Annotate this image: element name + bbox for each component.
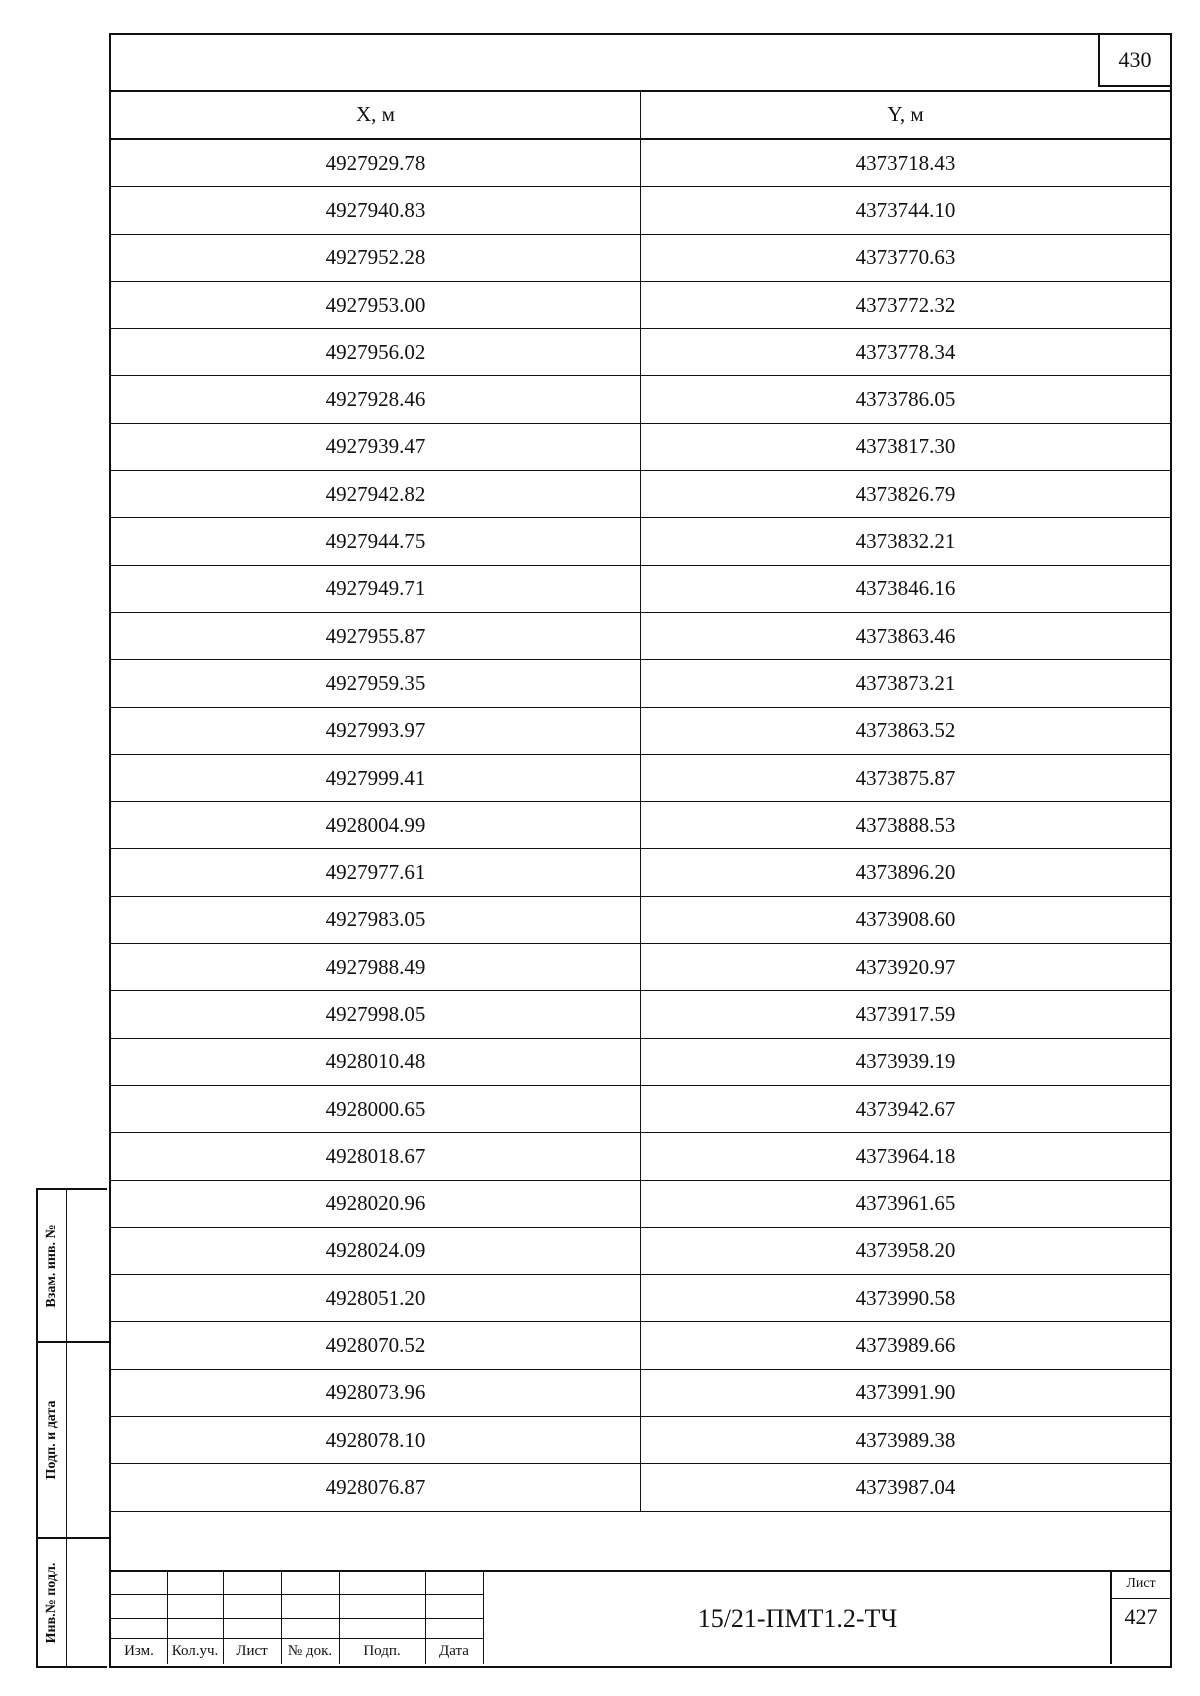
cell-y: 4373961.65: [641, 1180, 1171, 1227]
table-row: [111, 423, 1170, 470]
cell-x: 4928051.20: [111, 1275, 641, 1322]
table-row: [111, 1417, 1170, 1464]
table-row: [111, 802, 1170, 849]
sidebar-label-inv-podl: Инв.№ подл.: [44, 1562, 59, 1643]
drawing-frame: [109, 33, 1172, 1668]
cell-x: 4927940.83: [111, 187, 641, 234]
table-row: [111, 518, 1170, 565]
sidebar-label-podp-data: Подп. и дата: [44, 1400, 59, 1480]
cell-y: 4373990.58: [641, 1275, 1171, 1322]
top-page-number: 430: [1098, 35, 1170, 87]
cell-x: 4927928.46: [111, 376, 641, 423]
table-row: [111, 612, 1170, 659]
table-row: [111, 660, 1170, 707]
label-doc-no: № док.: [287, 1643, 333, 1659]
cell-y: 4373778.34: [641, 329, 1171, 376]
cell-x: 4928010.48: [111, 1038, 641, 1085]
cell-x: 4927977.61: [111, 849, 641, 896]
cell-y: 4373989.66: [641, 1322, 1171, 1369]
table-row: [111, 187, 1170, 234]
cell-y: 4373917.59: [641, 991, 1171, 1038]
cell-y: 4373817.30: [641, 423, 1171, 470]
cell-y: 4373863.46: [641, 612, 1171, 659]
cell-x: 4927988.49: [111, 944, 641, 991]
cell-x: 4927942.82: [111, 471, 641, 518]
cell-y: 4373908.60: [641, 896, 1171, 943]
label-podp: Подп.: [363, 1643, 401, 1659]
table-row: [111, 1180, 1170, 1227]
cell-x: 4927955.87: [111, 612, 641, 659]
cell-y: 4373873.21: [641, 660, 1171, 707]
table-row: [111, 565, 1170, 612]
table-row: [111, 754, 1170, 801]
cell-y: 4373718.43: [641, 139, 1171, 187]
label-kol-uch: Кол.уч.: [171, 1643, 219, 1659]
table-row: [111, 234, 1170, 281]
table-row: [111, 139, 1170, 187]
table-row: [111, 1227, 1170, 1274]
cell-y: 4373896.20: [641, 849, 1171, 896]
cell-y: 4373832.21: [641, 518, 1171, 565]
document-code: 15/21-ПМТ1.2-ТЧ: [697, 1604, 898, 1633]
cell-x: 4928018.67: [111, 1133, 641, 1180]
label-list: Лист: [236, 1643, 268, 1659]
cell-x: 4928070.52: [111, 1322, 641, 1369]
approval-sidebar: [36, 1188, 107, 1668]
table-row: [111, 707, 1170, 754]
table-row: [111, 1275, 1170, 1322]
cell-y: 4373920.97: [641, 944, 1171, 991]
table-row: [111, 376, 1170, 423]
title-block: [111, 1570, 1170, 1666]
cell-y: 4373826.79: [641, 471, 1171, 518]
sidebar-cell-podp: [38, 1343, 109, 1539]
table-row: [111, 849, 1170, 896]
cell-x: 4927939.47: [111, 423, 641, 470]
cell-y: 4373958.20: [641, 1227, 1171, 1274]
cell-x: 4927959.35: [111, 660, 641, 707]
sidebar-label-vzam-inv: Взам. инв. №: [44, 1223, 59, 1308]
cell-x: 4928078.10: [111, 1417, 641, 1464]
table-row: [111, 896, 1170, 943]
cell-y: 4373846.16: [641, 565, 1171, 612]
sidebar-cell-vzam: [38, 1190, 109, 1343]
cell-x: 4927999.41: [111, 754, 641, 801]
cell-y: 4373942.67: [641, 1085, 1171, 1132]
coordinates-table: [111, 90, 1170, 1512]
cell-x: 4927949.71: [111, 565, 641, 612]
cell-y: 4373939.19: [641, 1038, 1171, 1085]
cell-y: 4373786.05: [641, 376, 1171, 423]
cell-x: 4928000.65: [111, 1085, 641, 1132]
sheet-box: [1110, 1572, 1170, 1664]
cell-x: 4928076.87: [111, 1464, 641, 1511]
header-x: X, м: [111, 90, 641, 139]
sheet-number: 427: [1124, 1604, 1158, 1629]
cell-y: 4373744.10: [641, 187, 1171, 234]
cell-x: 4927956.02: [111, 329, 641, 376]
cell-x: 4927998.05: [111, 991, 641, 1038]
cell-y: 4373875.87: [641, 754, 1171, 801]
title-block-grid: [111, 1572, 483, 1664]
cell-y: 4373987.04: [641, 1464, 1171, 1511]
cell-x: 4927929.78: [111, 139, 641, 187]
table-header-row: [111, 90, 1170, 139]
table-row: [111, 329, 1170, 376]
cell-x: 4928020.96: [111, 1180, 641, 1227]
cell-x: 4927952.28: [111, 234, 641, 281]
cell-x: 4927953.00: [111, 281, 641, 328]
label-izm: Изм.: [124, 1643, 154, 1659]
table-row: [111, 281, 1170, 328]
table-row: [111, 1038, 1170, 1085]
cell-y: 4373964.18: [641, 1133, 1171, 1180]
cell-y: 4373991.90: [641, 1369, 1171, 1416]
cell-x: 4927944.75: [111, 518, 641, 565]
cell-x: 4927983.05: [111, 896, 641, 943]
label-date: Дата: [439, 1643, 469, 1659]
header-y: Y, м: [641, 90, 1171, 139]
table-row: [111, 1369, 1170, 1416]
cell-y: 4373989.38: [641, 1417, 1171, 1464]
cell-y: 4373770.63: [641, 234, 1171, 281]
cell-x: 4928024.09: [111, 1227, 641, 1274]
cell-x: 4928073.96: [111, 1369, 641, 1416]
cell-y: 4373772.32: [641, 281, 1171, 328]
table-body: [111, 139, 1170, 1511]
table-row: [111, 471, 1170, 518]
cell-x: 4927993.97: [111, 707, 641, 754]
table-row: [111, 1133, 1170, 1180]
cell-x: 4928004.99: [111, 802, 641, 849]
table-row: [111, 1085, 1170, 1132]
cell-y: 4373863.52: [641, 707, 1171, 754]
table-row: [111, 1464, 1170, 1511]
table-row: [111, 1322, 1170, 1369]
sheet-label: Лист: [1112, 1576, 1170, 1599]
table-row: [111, 991, 1170, 1038]
sidebar-cell-inv: [38, 1539, 109, 1666]
table-row: [111, 944, 1170, 991]
cell-y: 4373888.53: [641, 802, 1171, 849]
